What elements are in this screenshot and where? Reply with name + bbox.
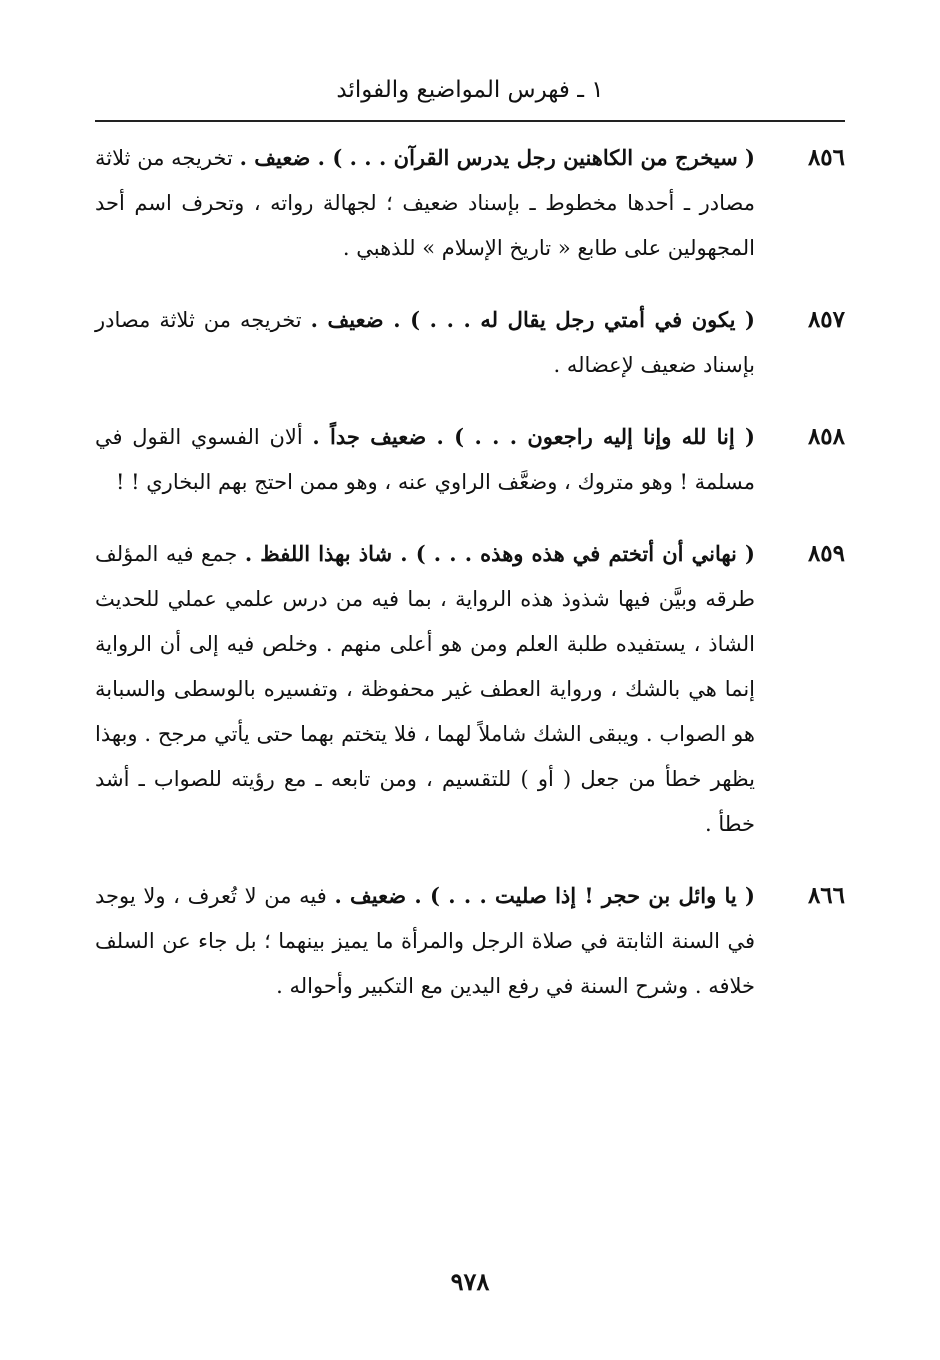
entry-number: ٨٥٧ — [807, 306, 845, 333]
page-number: ٩٧٨ — [450, 1267, 490, 1296]
header-divider — [95, 120, 845, 122]
entry-body — [95, 297, 755, 388]
entry-body — [95, 873, 755, 1009]
index-entry — [95, 873, 845, 1009]
entry-commentary: تخريجه من ثلاثة مصادر بإسناد ضعيف لإعضاله . — [95, 308, 755, 377]
entry-hadith-lead: ( سيخرج من الكاهنين رجل يدرس القرآن . . . ) . ضعيف . — [239, 145, 755, 170]
index-entry — [95, 531, 845, 847]
entry-commentary: تخريجه من ثلاثة مصادر ـ أحدها مخطوط ـ بإسناد ضعيف ؛ لجهالة رواته ، وتحرف اسم أحد المجهولين على طابع « تاريخ الإسلام » للذهبي . — [95, 146, 755, 260]
running-header-title: ١ ـ فهرس المواضيع والفوائد — [336, 77, 604, 103]
entry-number: ٨٥٨ — [807, 423, 845, 450]
entry-commentary: جمع فيه المؤلف طرقه وبيَّن فيها شذوذ هذه الرواية ، بما فيه من درس علمي عملي للحديث الشاذ ، يستفيده طلبة العلم ومن هو أعلى منهم . وخلص فيه إلى أن الرواية إنما هي بالشك ، ورواية العطف غير محفوظة ، وتفسيره بالوسطى والسبابة هو الصواب . ويبقى الشك شاملاً لهما ، فلا يتختم بهما حتى يأتي مرجح . وبهذا يظهر خطأ من جعل ( أو ) للتقسيم ، ومن تابعه ـ مع رؤيته للصواب ـ أشد خطأ . — [95, 542, 755, 836]
entry-commentary: فيه من لا تُعرف ، ولا يوجد في السنة الثابتة في صلاة الرجل والمرأة ما يميز بينهما ؛ بل جاء عن السلف خلافه . وشرح السنة في رفع اليدين مع التكبير وأحواله . — [95, 884, 755, 998]
running-header — [95, 70, 845, 120]
entry-number: ٨٥٩ — [807, 540, 845, 567]
entry-number: ٨٥٦ — [807, 144, 845, 171]
index-entry — [95, 135, 845, 271]
entry-number: ٨٦٦ — [807, 882, 845, 909]
entry-hadith-lead: ( نهاني أن أتختم في هذه وهذه . . . ) . شاذ بهذا اللفظ . — [244, 541, 755, 566]
entry-hadith-lead: ( يا وائل بن حجر ! إذا صليت . . . ) . ضعيف . — [334, 883, 755, 908]
index-entry — [95, 414, 845, 505]
index-entry — [95, 297, 845, 388]
entry-hadith-lead: ( يكون في أمتي رجل يقال له . . . ) . ضعيف . — [310, 307, 755, 332]
entry-body — [95, 414, 755, 505]
entry-commentary: ألان الفسوي القول في مسلمة ! وهو متروك ، وضعَّف الراوي عنه ، وهو ممن احتج بهم البخاري ! ! — [95, 425, 755, 494]
index-entries — [95, 135, 845, 1035]
entry-body — [95, 531, 755, 847]
entry-body — [95, 135, 755, 271]
entry-hadith-lead: ( إنا لله وإنا إليه راجعون . . . ) . ضعيف جداً . — [312, 424, 755, 449]
